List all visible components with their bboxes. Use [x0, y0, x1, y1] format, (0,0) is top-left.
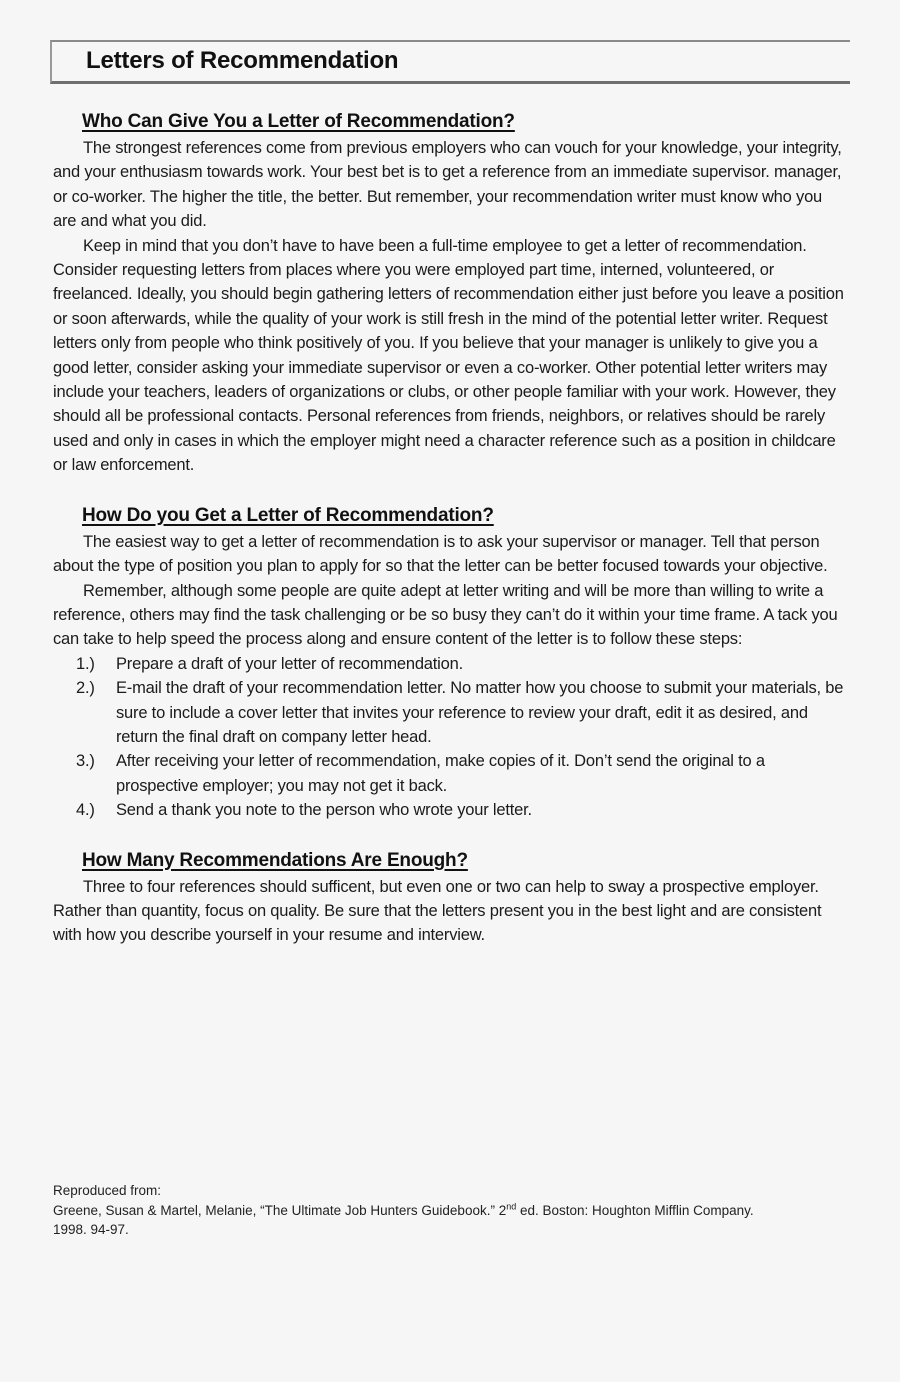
section-how-do-you-get [53, 505, 845, 823]
source-citation [53, 1181, 845, 1240]
list-item-text: After receiving your letter of recommendation, make copies of it. Don’t send the original to a prospective employer; you may not get it back. [116, 752, 765, 795]
citation-text: ed. Boston: Houghton Mifflin Company. [516, 1202, 754, 1218]
paragraph: The strongest references come from previous employers who can vouch for your knowledge, your integrity, and your enthusiasm towards work. Your best bet is to get a reference from an immediate supervisor. manager, or co-worker. The higher the title, the better. But remember, your recommendation writer must know who you are and what you did. [53, 139, 842, 231]
citation-line [53, 1201, 845, 1221]
document-body [0, 111, 900, 948]
section-heading: How Many Recommendations Are Enough? [82, 849, 468, 871]
paragraph: Three to four references should sufficent, but even one or two can help to sway a prospective employer. Rather than quantity, focus on quality. Be sure that the letters present you in the best light and are consistent with how you describe yourself in your resume and interview. [53, 877, 822, 945]
citation-label: Reproduced from: [53, 1183, 162, 1198]
paragraph: Remember, although some people are quite adept at letter writing and will be more than willing to write a reference, others may find the task challenging or be so busy they can’t do it within your time frame. A tack you can take to help speed the process along and ensure content of the letter is to follow these steps: [53, 581, 838, 649]
list-item-number: 3.) [76, 752, 95, 771]
list-item-text: Prepare a draft of your letter of recommendation. [116, 654, 463, 673]
citation-text: Greene, Susan & Martel, Melanie, “The Ultimate Job Hunters Guidebook.” 2 [53, 1202, 507, 1218]
list-item [53, 676, 845, 749]
section-how-many [53, 850, 845, 948]
paragraph: Keep in mind that you don’t have to have been a full-time employee to get a letter of recommendation. Consider requesting letters from places where you were employed part time, interned, volunteered, or freelanced. Ideally, you should begin gathering letters of recommendation either just before you leave a position or soon afterwards, while the quality of your work is still fresh in the mind of the potential letter writer. Request letters only from people who think positively of you. If you believe that your manager is unlikely to give you a good letter, consider asking your immediate supervisor or even a co-worker. Other potential letter writers may include your teachers, leaders of organizations or clubs, or other people familiar with your work. However, they should all be professional contacts. Personal references from friends, neighbors, or relatives should be rarely used and only in cases in which the employer might need a character reference such as a position in childcare or law enforcement. [53, 236, 844, 475]
list-item [53, 749, 845, 798]
list-item-text: E-mail the draft of your recommendation letter. No matter how you choose to submit your materials, be sure to include a cover letter that invites your reference to review your draft, edit it as desired, and return the final draft on company letter head. [116, 679, 844, 746]
list-item-text: Send a thank you note to the person who wrote your letter. [116, 801, 532, 820]
section-heading: Who Can Give You a Letter of Recommendation? [82, 111, 515, 132]
page-title: Letters of Recommendation [86, 47, 399, 74]
steps-list [53, 652, 845, 823]
citation-line2: 1998. 94-97. [53, 1222, 129, 1237]
section-heading: How Do you Get a Letter of Recommendation? [82, 504, 494, 526]
list-item [53, 798, 845, 822]
list-item-number: 2.) [76, 679, 95, 698]
list-item [53, 652, 845, 676]
citation-superscript: nd [506, 1201, 517, 1211]
section-who-can-give [53, 111, 845, 478]
paragraph: The easiest way to get a letter of recommendation is to ask your supervisor or manager. Tell that person about the type of position you plan to apply for so that the letter can be better focused towards your objective. [53, 532, 828, 576]
title-block [50, 40, 850, 84]
list-item-number: 1.) [76, 654, 95, 673]
list-item-number: 4.) [76, 801, 95, 820]
